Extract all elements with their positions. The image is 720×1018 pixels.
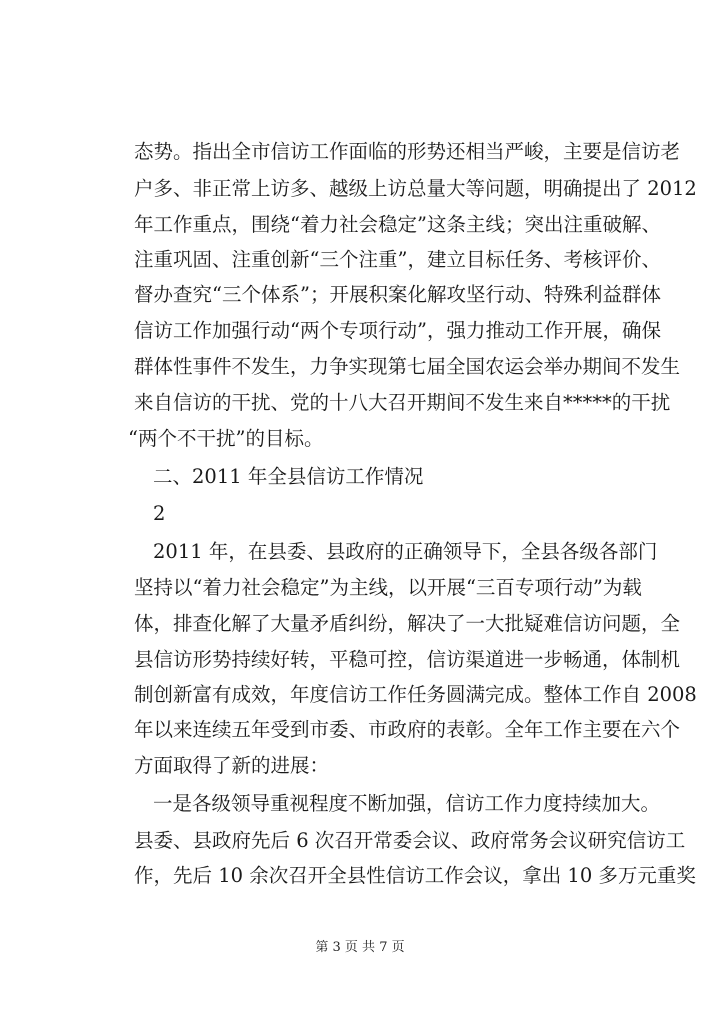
paragraph-start: 2011 年，在县委、县政府的正确领导下，全县各级各部门: [153, 540, 658, 563]
text-line: 体，排查化解了大量矛盾纠纷，解决了一大批疑难信访问题，全: [134, 612, 681, 635]
text-line: 年以来连续五年受到市委、市政府的表彰。全年工作主要在六个: [134, 718, 681, 741]
text-line: 态势。指出全市信访工作面临的形势还相当严峻，主要是信访老: [134, 140, 681, 163]
text-line: 信访工作加强行动“两个专项行动”，强力推动工作开展，确保: [134, 319, 661, 342]
text-line: 注重巩固、注重创新“三个注重”，建立目标任务、考核评价、: [134, 248, 661, 271]
text-line: 坚持以“着力社会稳定”为主线，以开展“三百专项行动”为载: [134, 576, 642, 599]
text-line: 作，先后 10 余次召开全县性信访工作会议，拿出 10 多万元重奖: [134, 864, 696, 887]
text-line: 来自信访的干扰、党的十八大召开期间不发生来自*****的干扰: [134, 391, 671, 414]
text-line: 县信访形势持续好转，平稳可控，信访渠道进一步畅通，体制机: [134, 648, 681, 671]
text-line: 群体性事件不发生，力争实现第七届全国农运会举办期间不发生: [134, 355, 681, 378]
text-line: “两个不干扰”的目标。: [128, 427, 324, 450]
text-line: 督办查究“三个体系”；开展积案化解攻坚行动、特殊利益群体: [134, 283, 661, 306]
paragraph-start: 一是各级领导重视程度不断加强，信访工作力度持续加大。: [153, 792, 661, 815]
text-line: 年工作重点，围绕“着力社会稳定”这条主线；突出注重破解、: [134, 213, 661, 236]
text-line: 县委、县政府先后 6 次召开常委会议、政府常务会议研究信访工: [134, 829, 686, 852]
text-line: 户多、非正常上访多、越级上访总量大等问题，明确提出了 2012: [134, 177, 697, 200]
page-footer: 第 3 页 共 7 页: [315, 940, 405, 955]
section-heading: 二、2011 年全县信访工作情况: [153, 465, 424, 488]
text-line: 方面取得了新的进展：: [134, 754, 330, 777]
page-marker: 2: [153, 502, 166, 525]
text-line: 制创新富有成效，年度信访工作任务圆满完成。整体工作自 2008: [134, 683, 697, 706]
